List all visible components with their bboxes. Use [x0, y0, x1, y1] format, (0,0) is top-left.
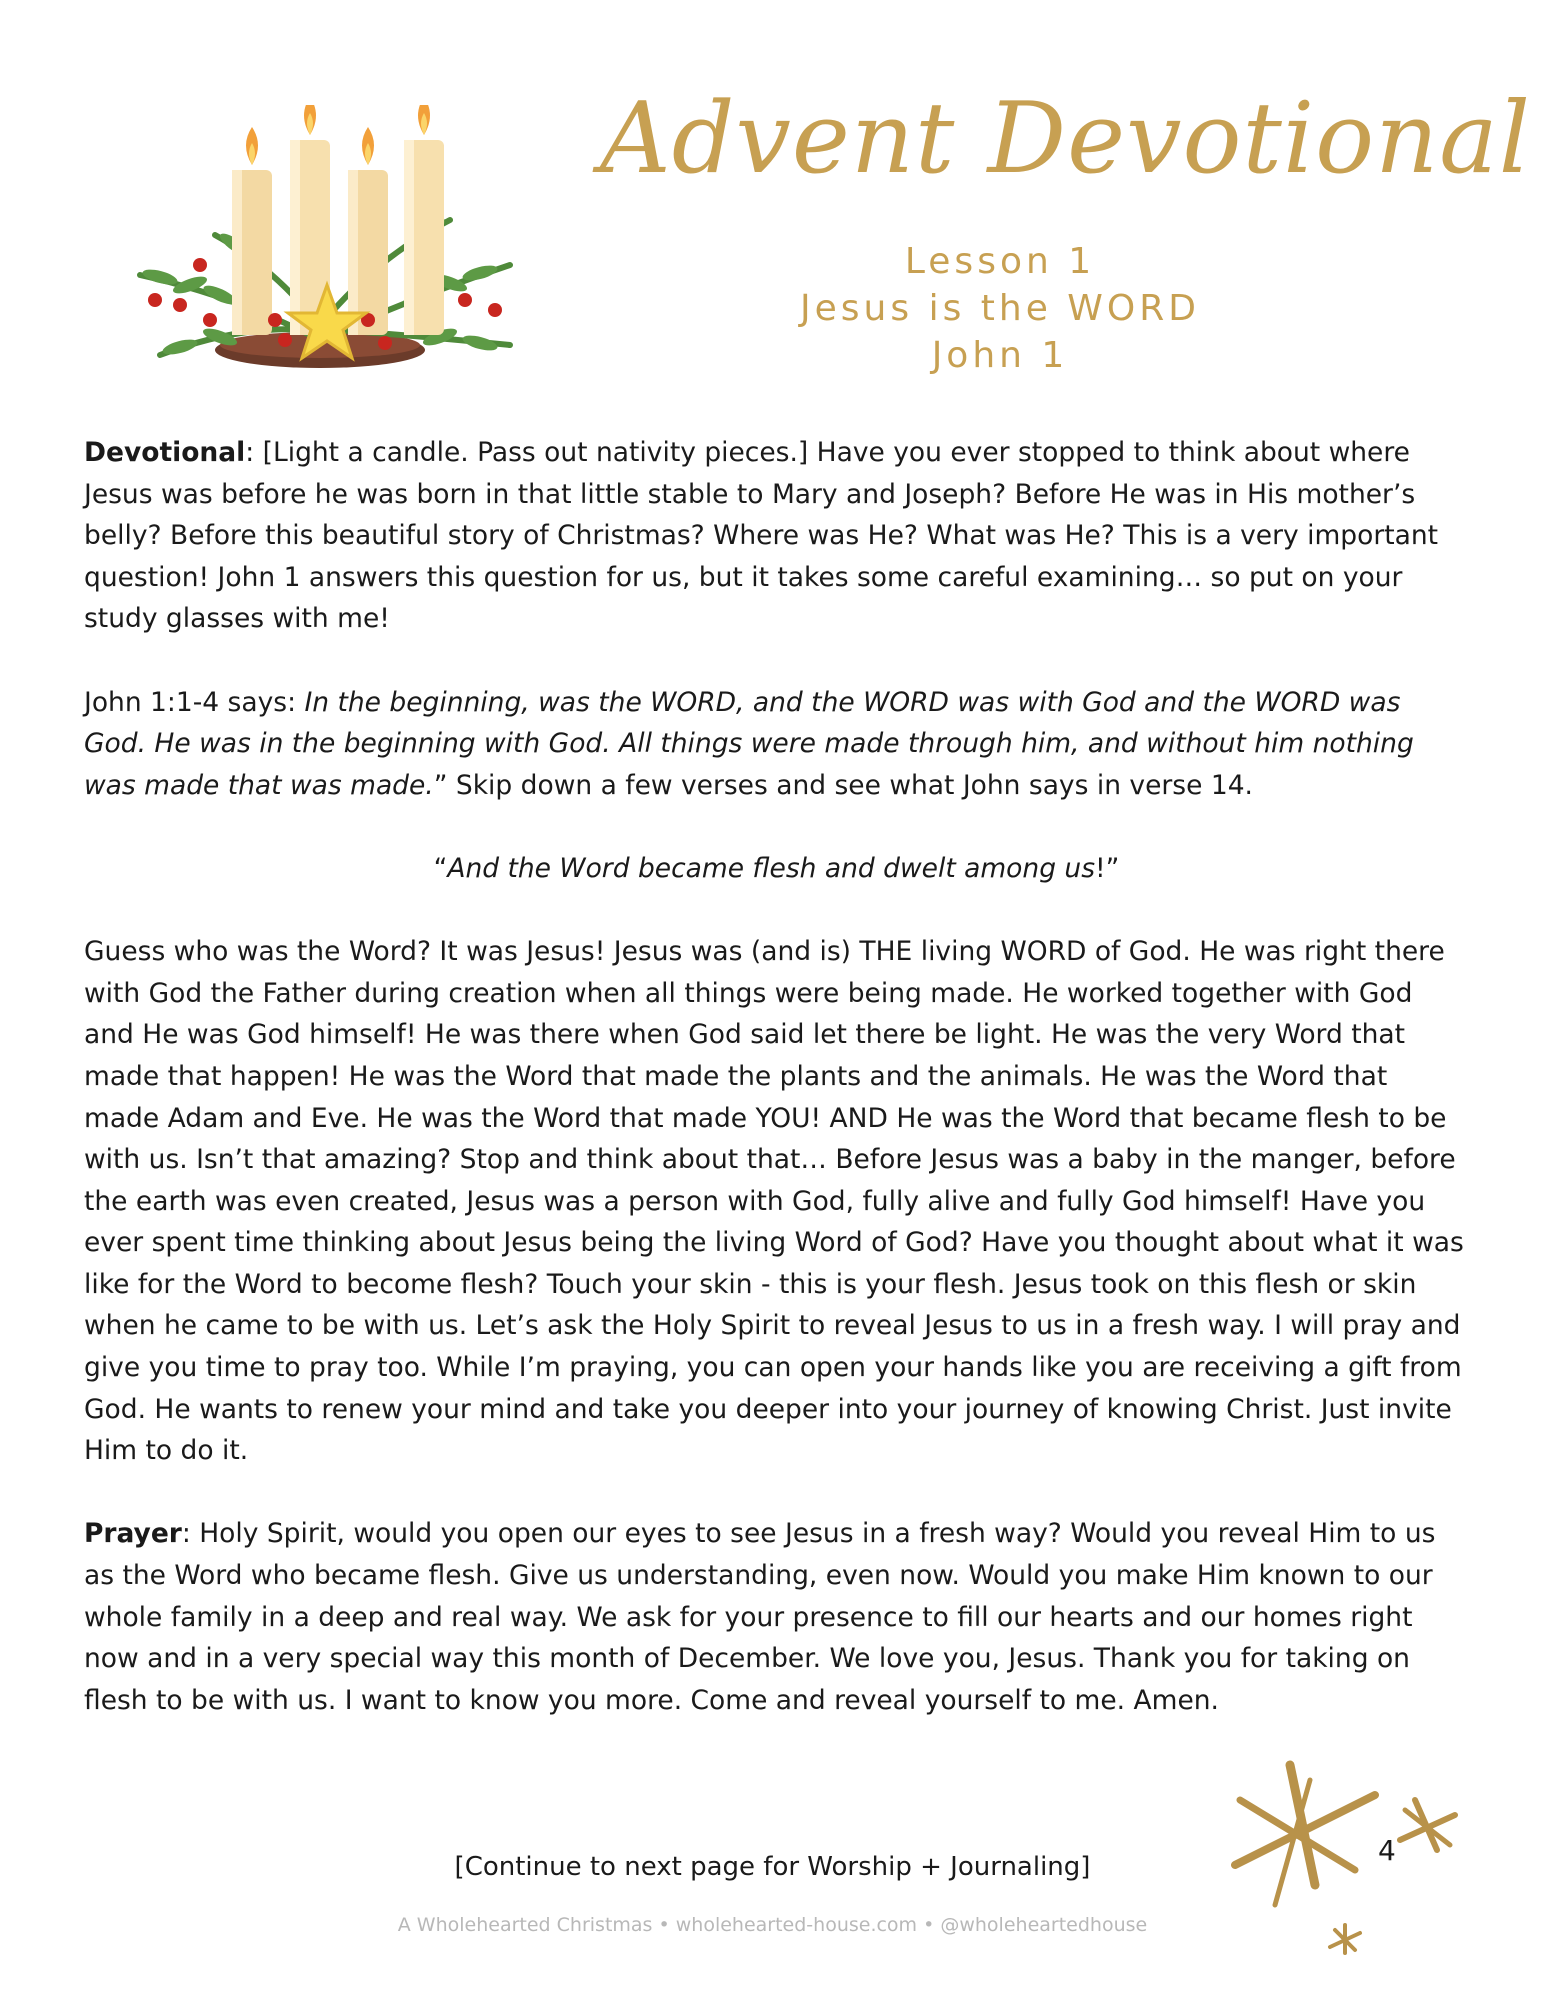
page-title: Advent Devotional: [600, 82, 1532, 196]
prayer-label: Prayer: [84, 1518, 182, 1550]
devotional-label: Devotional: [84, 437, 246, 468]
devotional-body: [84, 432, 1469, 1721]
verse-14-quote: “And the Word became flesh and dwelt among us!”: [433, 852, 1120, 884]
page-number: 4: [1378, 1834, 1396, 1867]
prayer-paragraph: [84, 1513, 1469, 1721]
advent-wreath-icon: [120, 105, 540, 385]
lesson-title: Jesus is the WORD: [800, 288, 1200, 329]
main-paragraph: Guess who was the Word? It was Jesus! Jesus was (and is) THE living WORD of God. He was right there with God the Father during creation when all things were being made. He worked together with God and He was God himself! He was there when God said let there be light. He was the very Word that made that happen! He was the Word that made the plants and the animals. He was the Word that made Adam and Eve. He was the Word that made YOU! AND He was the Word that became flesh to be with us. Isn’t that amazing? Stop and think about that… Before Jesus was a baby in the manger, before the earth was even created, Jesus was a person with God, fully alive and fully God himself! Have you ever spent time thinking about Jesus being the living Word of God? Have you thought about what it was like for the Word to become flesh? Touch your skin - this is your flesh. Jesus took on this flesh or skin when he came to be with us. Let’s ask the Holy Spirit to reveal Jesus to us in a fresh way. I will pray and give you time to pray too. While I’m praying, you can open your hands like you are receiving a gift from God. He wants to renew your mind and take you deeper into your journey of knowing Christ. Just invite Him to do it.: [84, 936, 1464, 1467]
lesson-number: Lesson 1: [904, 241, 1096, 282]
verse-14-text: And the Word became flesh and dwelt among us: [447, 852, 1096, 884]
lesson-heading: [700, 238, 1300, 379]
scripture-paragraph: [84, 682, 1469, 807]
devotional-paragraph: [84, 432, 1469, 640]
scripture-quote: In the beginning, was the WORD, and the WORD was with God and the WORD was God. He was in the beginning with God. All things were made through him, and without him nothing was made that was made.: [84, 686, 1414, 801]
page-footer: A Wholehearted Christmas • wholehearted-house.com • @wholeheartedhouse: [397, 1914, 1148, 1936]
devotional-text: : [Light a candle. Pass out nativity pieces.] Have you ever stopped to think about where Jesus was before he was born in that little stable to Mary and Joseph? Before He was in His mother’s belly? Before this beautiful story of Christmas? Where was He? What was He? This is a very important question! John 1 answers this question for us, but it takes some careful examining… so put on your study glasses with me!: [84, 437, 1439, 635]
continue-note: [Continue to next page for Worship + Journaling]: [454, 1852, 1091, 1882]
scripture-after: ” Skip down a few verses and see what John says in verse 14.: [433, 769, 1253, 801]
scripture-intro: John 1:1-4 says:: [84, 686, 305, 718]
prayer-text: : Holy Spirit, would you open our eyes to see Jesus in a fresh way? Would you reveal Him to us as the Word who became flesh. Give us understanding, even now. Would you make Him known to our whole family in a deep and real way. We ask for your presence to fill our hearts and our homes right now and in a very special way this month of December. We love you, Jesus. Thank you for taking on flesh to be with us. I want to know you more. Come and reveal yourself to me. Amen.: [84, 1518, 1436, 1716]
lesson-scripture: John 1: [931, 335, 1069, 376]
